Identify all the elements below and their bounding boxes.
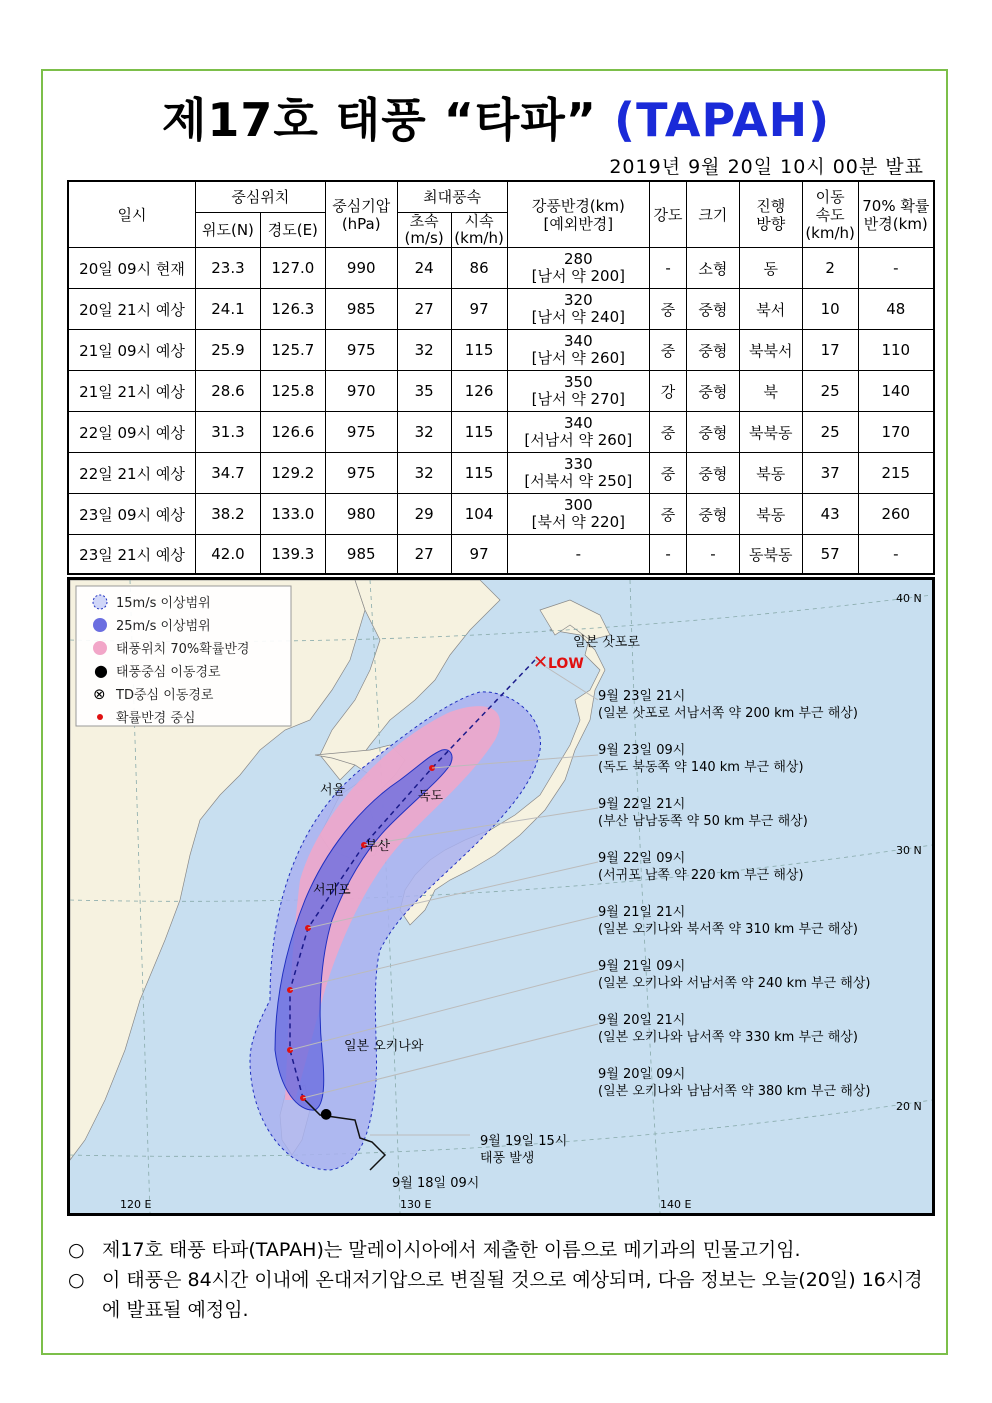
cell-lon: 125.8 xyxy=(260,371,325,412)
cell-spd: 25 xyxy=(802,412,858,453)
title-main: 제17호 태풍 “타파” xyxy=(161,93,598,147)
annotation-desc: (일본 삿포로 서남서쪽 약 200 km 부근 해상) xyxy=(598,706,858,721)
place-okinawa: 일본 오키나와 xyxy=(344,1039,424,1054)
cell-lon: 133.0 xyxy=(260,494,325,535)
legend-25ms-icon xyxy=(93,618,107,632)
table-row xyxy=(68,453,934,494)
cell-int: 중 xyxy=(650,453,687,494)
cell-lat: 28.6 xyxy=(196,371,261,412)
cell-kmh: 115 xyxy=(451,330,507,371)
legend-label: 태풍위치 70%확률반경 xyxy=(116,642,250,657)
cell-int: 중 xyxy=(650,330,687,371)
cell-size: 중형 xyxy=(687,330,740,371)
annotation-date: 9월 21일 21시 xyxy=(598,905,686,920)
legend-label: 태풍중심 이동경로 xyxy=(116,665,221,680)
header-gale-radius: 강풍반경(km) [예외반경] xyxy=(507,181,650,248)
place-seoul: 서울 xyxy=(320,783,346,798)
cell-lat: 25.9 xyxy=(196,330,261,371)
cell-radius: 320 [남서 약 240] xyxy=(507,289,650,330)
cell-pres: 990 xyxy=(325,248,397,289)
cell-ms: 27 xyxy=(397,289,451,330)
cell-time: 20일 21시 예상 xyxy=(68,289,196,330)
header-datetime: 일시 xyxy=(68,181,196,248)
place-seogwipo: 서귀포 xyxy=(313,883,351,898)
header-wind-ms: 초속 (m/s) xyxy=(397,213,451,248)
annotation-date: 9월 23일 21시 xyxy=(598,689,686,704)
cell-kmh: 86 xyxy=(451,248,507,289)
cell-int: 중 xyxy=(650,494,687,535)
cell-lat: 38.2 xyxy=(196,494,261,535)
cell-pres: 975 xyxy=(325,330,397,371)
cell-prob: 260 xyxy=(858,494,934,535)
cell-time: 22일 09시 예상 xyxy=(68,412,196,453)
cell-size: 소형 xyxy=(687,248,740,289)
cell-radius: 330 [서북서 약 250] xyxy=(507,453,650,494)
table-row xyxy=(68,330,934,371)
cell-radius: - xyxy=(507,535,650,575)
cell-prob: 140 xyxy=(858,371,934,412)
cell-spd: 37 xyxy=(802,453,858,494)
cell-dir: 북동 xyxy=(739,494,802,535)
cell-prob: 48 xyxy=(858,289,934,330)
cell-int: - xyxy=(650,248,687,289)
start-date: 9월 18일 09시 xyxy=(392,1176,480,1191)
cell-spd: 43 xyxy=(802,494,858,535)
lat-label: 30 N xyxy=(896,844,922,857)
header-size: 크기 xyxy=(687,181,740,248)
header-direction: 진행 방향 xyxy=(739,181,802,248)
issued-time: 2019년 9월 20일 10시 00분 발표 xyxy=(609,156,924,178)
annotation-date: 9월 22일 09시 xyxy=(598,851,686,866)
legend-label: 확률반경 중심 xyxy=(116,711,196,726)
header-intensity: 강도 xyxy=(650,181,687,248)
annotation-date: 9월 21일 09시 xyxy=(598,959,686,974)
cell-pres: 975 xyxy=(325,412,397,453)
cell-lon: 129.2 xyxy=(260,453,325,494)
cell-prob: - xyxy=(858,535,934,575)
header-max-wind: 최대풍속 xyxy=(397,181,507,213)
typhoon-info-table xyxy=(67,180,935,575)
cell-lat: 42.0 xyxy=(196,535,261,575)
cell-lon: 125.7 xyxy=(260,330,325,371)
lon-label: 120 E xyxy=(120,1198,152,1211)
cell-size: 중형 xyxy=(687,453,740,494)
track-map-svg xyxy=(70,580,932,1213)
cell-ms: 24 xyxy=(397,248,451,289)
cell-kmh: 97 xyxy=(451,535,507,575)
cell-size: 중형 xyxy=(687,412,740,453)
annotation-desc: (일본 오키나와 남서쪽 약 330 km 부근 해상) xyxy=(598,1030,858,1045)
annotation-desc: (독도 북동쪽 약 140 km 부근 해상) xyxy=(598,760,804,775)
place-busan: 부산 xyxy=(365,839,391,854)
header-pressure: 중심기압 (hPa) xyxy=(325,181,397,248)
legend-prob-icon xyxy=(93,641,107,655)
cell-size: 중형 xyxy=(687,289,740,330)
cell-ms: 27 xyxy=(397,535,451,575)
cell-lat: 31.3 xyxy=(196,412,261,453)
genesis-label: 태풍 발생 xyxy=(480,1151,535,1166)
cell-dir: 북북서 xyxy=(739,330,802,371)
lon-label: 140 E xyxy=(660,1198,692,1211)
cell-prob: 215 xyxy=(858,453,934,494)
cell-lon: 127.0 xyxy=(260,248,325,289)
cell-kmh: 104 xyxy=(451,494,507,535)
cell-size: - xyxy=(687,535,740,575)
cell-time: 22일 21시 예상 xyxy=(68,453,196,494)
cell-int: 중 xyxy=(650,289,687,330)
cell-time: 23일 21시 예상 xyxy=(68,535,196,575)
place-sapporo: 일본 삿포로 xyxy=(573,635,640,650)
cell-int: - xyxy=(650,535,687,575)
typhoon-symbol: ● xyxy=(320,1106,333,1122)
table-row xyxy=(68,412,934,453)
cell-size: 중형 xyxy=(687,371,740,412)
cell-lon: 126.6 xyxy=(260,412,325,453)
cell-kmh: 115 xyxy=(451,412,507,453)
low-cross-icon: ✕ xyxy=(533,652,549,673)
cell-prob: 170 xyxy=(858,412,934,453)
cell-lat: 24.1 xyxy=(196,289,261,330)
cell-pres: 985 xyxy=(325,535,397,575)
cell-time: 21일 09시 예상 xyxy=(68,330,196,371)
cell-radius: 340 [남서 약 260] xyxy=(507,330,650,371)
annotation-date: 9월 23일 09시 xyxy=(598,743,686,758)
cell-radius: 280 [남서 약 200] xyxy=(507,248,650,289)
cell-pres: 980 xyxy=(325,494,397,535)
note-1: ○ 제17호 태풍 타파(TAPAH)는 말레이시아에서 제출한 이름으로 메기과의 민물고기임. xyxy=(68,1239,801,1261)
cell-ms: 32 xyxy=(397,453,451,494)
legend-label: 25m/s 이상범위 xyxy=(116,619,211,634)
legend-label: 15m/s 이상범위 xyxy=(116,596,211,611)
cell-pres: 970 xyxy=(325,371,397,412)
cell-lat: 23.3 xyxy=(196,248,261,289)
low-label: LOW xyxy=(548,656,584,672)
table-row xyxy=(68,371,934,412)
cell-spd: 57 xyxy=(802,535,858,575)
cell-kmh: 115 xyxy=(451,453,507,494)
annotation-date: 9월 20일 09시 xyxy=(598,1067,686,1082)
cell-lat: 34.7 xyxy=(196,453,261,494)
annotation-desc: (일본 오키나와 서남서쪽 약 240 km 부근 해상) xyxy=(598,976,871,991)
cell-lon: 126.3 xyxy=(260,289,325,330)
cell-spd: 2 xyxy=(802,248,858,289)
cell-ms: 29 xyxy=(397,494,451,535)
header-lat: 위도(N) xyxy=(196,213,261,248)
table-row xyxy=(68,248,934,289)
cell-radius: 350 [남서 약 270] xyxy=(507,371,650,412)
table-row xyxy=(68,535,934,575)
table-row xyxy=(68,494,934,535)
header-speed: 이동 속도 (km/h) xyxy=(802,181,858,248)
legend-td-icon: ⊗ xyxy=(93,685,106,703)
annotation-desc: (서귀포 남쪽 약 220 km 부근 해상) xyxy=(598,868,804,883)
cell-dir: 북동 xyxy=(739,453,802,494)
cell-lon: 139.3 xyxy=(260,535,325,575)
header-center-position: 중심위치 xyxy=(196,181,326,213)
cell-ms: 32 xyxy=(397,330,451,371)
cell-radius: 300 [북서 약 220] xyxy=(507,494,650,535)
cell-dir: 북 xyxy=(739,371,802,412)
legend-typhoon-icon: ● xyxy=(94,661,108,680)
header-lon: 경도(E) xyxy=(260,213,325,248)
header-wind-kmh: 시속 (km/h) xyxy=(451,213,507,248)
cell-radius: 340 [서남서 약 260] xyxy=(507,412,650,453)
cell-dir: 북서 xyxy=(739,289,802,330)
cell-spd: 25 xyxy=(802,371,858,412)
cell-prob: 110 xyxy=(858,330,934,371)
annotation-date: 9월 22일 21시 xyxy=(598,797,686,812)
header-prob-radius: 70% 확률 반경(km) xyxy=(858,181,934,248)
lat-label: 40 N xyxy=(896,592,922,605)
cell-time: 23일 09시 예상 xyxy=(68,494,196,535)
cell-dir: 동북동 xyxy=(739,535,802,575)
lon-label: 130 E xyxy=(400,1198,432,1211)
annotation-desc: (일본 오키나와 북서쪽 약 310 km 부근 해상) xyxy=(598,922,858,937)
cell-dir: 북북동 xyxy=(739,412,802,453)
cell-ms: 32 xyxy=(397,412,451,453)
forecast-track-map xyxy=(67,577,935,1216)
cell-dir: 동 xyxy=(739,248,802,289)
cell-prob: - xyxy=(858,248,934,289)
cell-size: 중형 xyxy=(687,494,740,535)
cell-spd: 17 xyxy=(802,330,858,371)
cell-int: 중 xyxy=(650,412,687,453)
cell-ms: 35 xyxy=(397,371,451,412)
cell-kmh: 126 xyxy=(451,371,507,412)
legend-15ms-icon xyxy=(93,595,107,609)
place-dokdo: 독도 xyxy=(418,789,444,804)
legend-label: TD중심 이동경로 xyxy=(116,688,214,703)
note-2: ○ 이 태풍은 84시간 이내에 온대저기압으로 변질될 것으로 예상되며, 다음 정보는 오늘(20일) 16시경에 발표될 예정임. xyxy=(68,1269,923,1321)
cell-int: 강 xyxy=(650,371,687,412)
cell-spd: 10 xyxy=(802,289,858,330)
notes xyxy=(68,1235,928,1325)
annotation-desc: (일본 오키나와 남남서쪽 약 380 km 부근 해상) xyxy=(598,1084,871,1099)
title-english: (TAPAH) xyxy=(614,93,831,147)
cell-time: 21일 21시 예상 xyxy=(68,371,196,412)
lat-label: 20 N xyxy=(896,1100,922,1113)
legend-center-icon xyxy=(97,714,103,720)
table-row xyxy=(68,289,934,330)
cell-time: 20일 09시 현재 xyxy=(68,248,196,289)
cell-kmh: 97 xyxy=(451,289,507,330)
annotation-desc: (부산 남남동쪽 약 50 km 부근 해상) xyxy=(598,814,808,829)
cell-pres: 975 xyxy=(325,453,397,494)
cell-pres: 985 xyxy=(325,289,397,330)
genesis-date: 9월 19일 15시 xyxy=(480,1134,568,1149)
annotation-date: 9월 20일 21시 xyxy=(598,1013,686,1028)
page-title xyxy=(0,84,992,150)
